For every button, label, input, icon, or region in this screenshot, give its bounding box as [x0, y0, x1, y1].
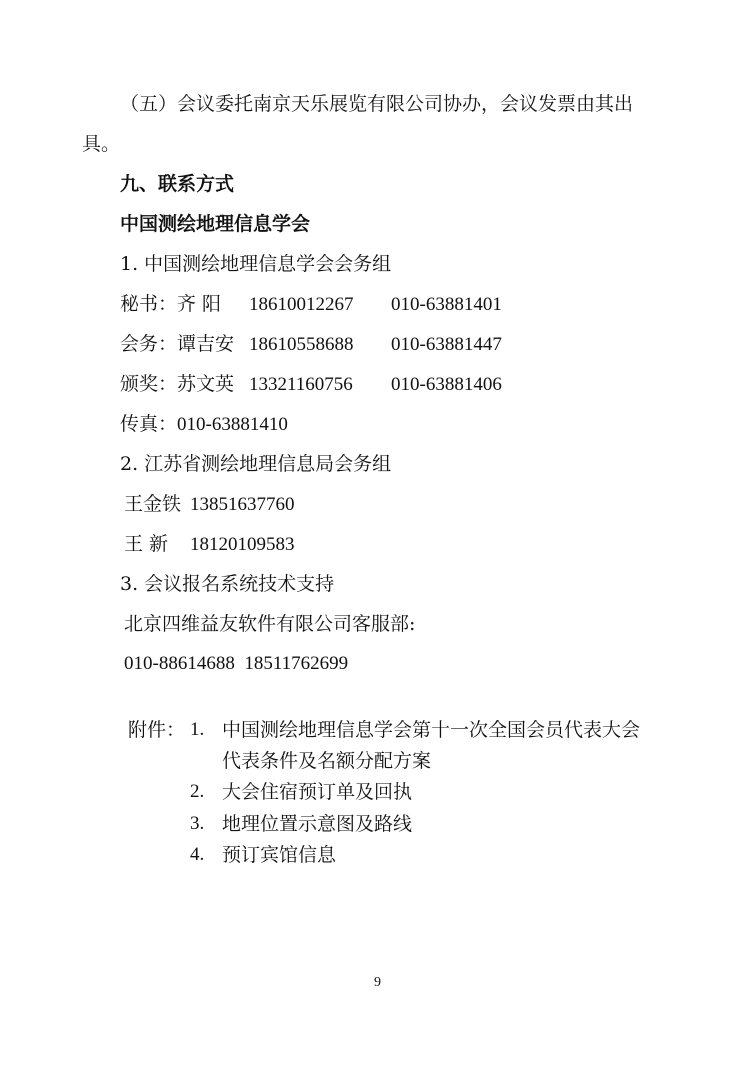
support-phones: 010-88614688 18511762699	[124, 653, 349, 674]
contact-phone: 010-63881447	[391, 334, 502, 355]
attachment-title: 地理位置示意图及路线	[222, 813, 413, 835]
attachment-number: 4.	[190, 844, 205, 865]
contact-role: 颁奖：	[120, 373, 178, 395]
contact-role: 秘书：	[120, 293, 178, 315]
attachment-number: 3.	[190, 813, 205, 834]
attachment-number: 1.	[190, 719, 205, 740]
contact-mobile: 13321160756	[249, 374, 353, 395]
contact-name: 齐 阳	[177, 293, 222, 315]
contact-name: 王金铁	[124, 493, 182, 515]
attachment-title: 预订宾馆信息	[222, 844, 337, 866]
attachment-title: 中国测绘地理信息学会第十一次全国会员代表大会	[222, 719, 641, 741]
group-2-title: 2. 江苏省测绘地理信息局会务组	[120, 453, 392, 475]
contact-role: 会务：	[120, 333, 178, 355]
contact-mobile: 18610558688	[249, 334, 354, 355]
contact-row	[124, 492, 295, 517]
attachments-label: 附件：	[128, 719, 186, 741]
attachment-number: 2.	[190, 781, 205, 802]
contact-row	[120, 332, 502, 357]
contact-name: 苏文英	[177, 373, 235, 395]
org-name: 中国测绘地理信息学会	[120, 213, 311, 235]
page-number: 9	[374, 975, 381, 990]
paragraph-5-line-2: 具。	[82, 133, 121, 155]
contact-phone: 010-63881406	[391, 374, 502, 395]
contact-mobile: 18610012267	[249, 294, 354, 315]
contact-name: 谭吉安	[177, 333, 235, 355]
contact-name: 王 新	[124, 533, 169, 555]
section-9-heading: 九、联系方式	[120, 173, 235, 195]
contact-row	[120, 372, 502, 397]
group-1-title: 1. 中国测绘地理信息学会会务组	[120, 253, 392, 275]
contact-mobile: 13851637760	[190, 494, 295, 515]
attachment-title: 大会住宿预订单及回执	[222, 781, 413, 803]
attachment-title-continued: 代表条件及名额分配方案	[222, 750, 432, 772]
contact-row	[120, 292, 502, 317]
group-3-title: 3. 会议报名系统技术支持	[120, 573, 335, 595]
fax-number: 010-63881410	[177, 414, 288, 435]
fax-row	[120, 412, 288, 437]
support-company: 北京四维益友软件有限公司客服部:	[124, 613, 416, 635]
contact-row	[124, 532, 295, 557]
contact-mobile: 18120109583	[190, 534, 295, 555]
paragraph-5-line-1: （五）会议委托南京天乐展览有限公司协办，会议发票由其出	[120, 93, 634, 115]
contact-phone: 010-63881401	[391, 294, 502, 315]
fax-label: 传真：	[120, 413, 178, 435]
